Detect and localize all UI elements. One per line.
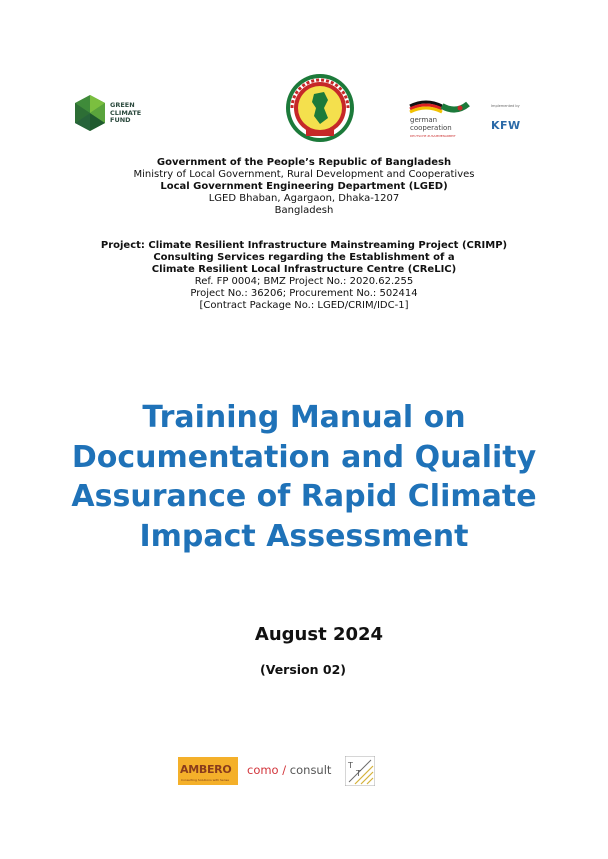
services-line-2: Climate Resilient Local Infrastructure Centre (CReLIC) <box>151 264 457 275</box>
government-seal-icon <box>284 72 356 144</box>
title-line: Assurance of Rapid Climate <box>71 479 537 514</box>
document-title <box>0 398 608 556</box>
svg-text:T: T <box>348 761 353 770</box>
tt-consultant-logo <box>345 756 375 786</box>
gcf-globe-icon <box>72 94 108 132</box>
project-info <box>0 240 608 312</box>
como-text: como <box>247 763 279 777</box>
bangladesh-government-seal <box>284 72 356 144</box>
kfw-logo: KFW <box>491 119 521 132</box>
government-name: Government of the People’s Republic of Bangladesh <box>156 157 452 168</box>
document-date: August 2024 <box>254 624 384 645</box>
consult-text: consult <box>289 763 332 777</box>
title-line: Documentation and Quality <box>71 439 537 475</box>
document-version: (Version 02) <box>259 662 347 677</box>
svg-text:T: T <box>356 769 361 778</box>
gcf-logo-text: GREEN CLIMATE FUND <box>110 101 142 124</box>
ambero-logo-text: AMBERO <box>180 763 232 776</box>
project-name: Project: Climate Resilient Infrastructure Mainstreaming Project (CRIMP) <box>100 240 508 251</box>
german-cooperation-text: german cooperation <box>410 116 452 132</box>
german-cooperation-logo <box>408 100 478 142</box>
services-line-1: Consulting Services regarding the Establishment of a <box>153 252 455 263</box>
como-separator: / <box>282 763 287 777</box>
ambero-logo <box>178 757 238 785</box>
ministry-name: Ministry of Local Government, Rural Development and Cooperatives <box>133 169 475 180</box>
german-cooperation-subtext: DEUTSCHE ZUSAMMENARBEIT <box>410 134 456 138</box>
department-name: Local Government Engineering Department (LGED) <box>160 181 448 192</box>
title-line: Training Manual on <box>142 400 466 435</box>
project-number: Project No.: 36206; Procurement No.: 502414 <box>190 288 418 299</box>
ambero-logo-subtext: Consulting Solutions with Sense <box>181 778 230 782</box>
green-climate-fund-logo <box>72 94 162 140</box>
country-name: Bangladesh <box>274 205 334 216</box>
contract-package: [Contract Package No.: LGED/CRIM/IDC-1] <box>199 300 409 311</box>
title-line: Impact Assessment <box>139 518 469 554</box>
kfw-implemented-by: Implemented by <box>491 104 520 108</box>
como-consult-logo <box>247 763 331 777</box>
tt-logo-icon <box>345 756 375 786</box>
reference-number: Ref. FP 0004; BMZ Project No.: 2020.62.255 <box>194 276 414 287</box>
government-header <box>0 157 608 217</box>
department-address: LGED Bhaban, Agargaon, Dhaka-1207 <box>208 193 400 204</box>
